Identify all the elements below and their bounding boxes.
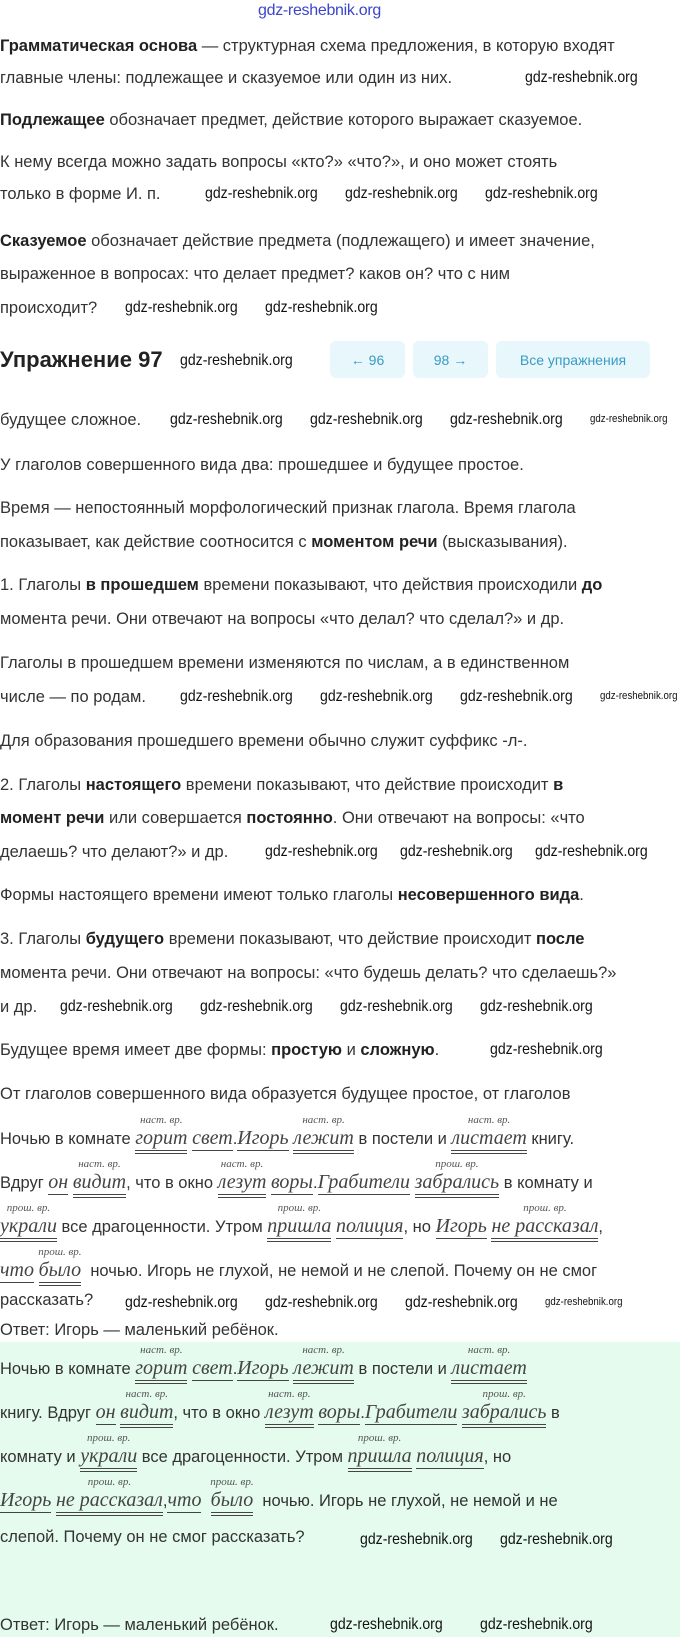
word-text: полиция <box>335 1215 404 1237</box>
watermark-text: gdz-reshebnik.org <box>170 411 283 428</box>
bold-term: Сказуемое <box>0 232 87 250</box>
text: . Они отвечают на вопросы: «что <box>332 809 585 827</box>
watermark-text: gdz-reshebnik.org <box>200 998 313 1015</box>
bold-term: момент речи <box>0 809 105 827</box>
word-text: листает <box>451 1357 527 1379</box>
text: момента речи. Они отвечают на вопросы «что делал? что сделал?» и др. <box>0 610 565 628</box>
predicate-word <box>135 1114 188 1154</box>
word-text: было <box>38 1259 82 1281</box>
word-text: воры <box>318 1401 361 1423</box>
text: Для образования прошедшего времени обычно служит суффикс -л-. <box>0 732 528 750</box>
watermark-text: gdz-reshebnik.org <box>125 299 238 316</box>
watermark-text: gdz-reshebnik.org <box>500 1531 613 1548</box>
predicate-word <box>293 1344 354 1384</box>
watermark-text: gdz-reshebnik.org <box>535 843 648 860</box>
text: . <box>232 1360 238 1378</box>
text: 2. Глаголы <box>0 776 86 794</box>
text-line <box>0 1039 439 1061</box>
text: , но <box>403 1218 436 1236</box>
word-text: свет <box>192 1127 233 1149</box>
text-line <box>0 263 510 285</box>
word-text: Игорь <box>237 1357 289 1379</box>
word-text: воры <box>271 1171 313 1193</box>
tense-label: прош. вр. <box>482 1388 526 1400</box>
subject-word <box>0 1260 34 1283</box>
text-line <box>0 1432 512 1472</box>
text <box>201 1492 210 1510</box>
text: только в форме И. п. <box>0 185 161 203</box>
text: , что в окно <box>126 1174 218 1192</box>
text: — структурная схема предложения, в которую входят <box>197 37 615 55</box>
bold-term: настоящего <box>85 776 182 794</box>
predicate-word <box>120 1388 174 1428</box>
watermark-text: gdz-reshebnik.org <box>460 688 573 705</box>
text: в комнату и <box>499 1174 593 1192</box>
watermark-text: gdz-reshebnik.org <box>320 688 433 705</box>
text-line <box>0 1388 560 1428</box>
site-watermark-logo: gdz-reshebnik.org <box>258 2 381 19</box>
text: обозначает предмет, действие которого выражает сказуемое. <box>104 111 583 129</box>
text: все драгоценности. Утром <box>56 1218 268 1236</box>
text: Вдруг <box>0 1174 49 1192</box>
word-text: листает <box>451 1127 527 1149</box>
subject-word <box>416 1446 484 1469</box>
text: времени показывают, что действие происходит <box>164 930 536 948</box>
text: все драгоценности. Утром <box>137 1448 348 1466</box>
subject-word <box>318 1172 410 1195</box>
bold-term: Грамматическая основа <box>0 37 198 55</box>
text: Время — непостоянный морфологический признак глагола. Время глагола <box>0 499 576 517</box>
text: Будущее время имеет две формы: <box>0 1041 272 1059</box>
text: в постели и <box>353 1130 452 1148</box>
tense-label: наст. вр. <box>302 1114 345 1126</box>
text: показывает, как действие соотносится с <box>0 533 312 551</box>
text-line <box>0 35 615 57</box>
tense-label: наст. вр. <box>467 1114 511 1126</box>
text-line <box>0 1291 93 1310</box>
text-line <box>0 574 602 596</box>
subject-word <box>96 1402 116 1425</box>
word-text: лезут <box>217 1171 267 1193</box>
text: комнату и <box>0 1448 81 1466</box>
bold-term: в прошедшем <box>85 576 199 594</box>
text-line <box>0 230 595 252</box>
watermark-text: gdz-reshebnik.org <box>485 185 598 202</box>
text-line <box>0 608 564 630</box>
subject-word <box>192 1128 233 1151</box>
word-text: лежит <box>293 1357 354 1379</box>
text: ночью. Игорь не глухой, не немой и не <box>253 1492 558 1510</box>
text: момента речи. Они отвечают на вопросы: «что будешь делать? что сделаешь?» <box>0 964 617 982</box>
tense-label: прош. вр. <box>38 1246 82 1258</box>
watermark-text: gdz-reshebnik.org <box>405 1294 518 1311</box>
bold-term: простую <box>271 1041 342 1059</box>
text-line <box>0 774 563 796</box>
predicate-word <box>461 1388 547 1428</box>
watermark-text: gdz-reshebnik.org <box>345 185 458 202</box>
text: числе — по родам. <box>0 688 146 706</box>
word-text: видит <box>120 1401 174 1423</box>
predicate-word <box>38 1246 82 1286</box>
text: . <box>360 1404 365 1422</box>
watermark-text: gdz-reshebnik.org <box>340 998 453 1015</box>
text: Формы настоящего времени имеют только глаголы <box>0 886 398 904</box>
watermark-text: gdz-reshebnik.org <box>600 690 678 702</box>
text-line <box>0 686 146 708</box>
watermark-text: gdz-reshebnik.org <box>480 998 593 1015</box>
word-text: украли <box>0 1215 57 1237</box>
predicate-word <box>293 1114 354 1154</box>
text: главные члены: подлежащее и сказуемое или один из них. <box>0 69 453 87</box>
page-title: Упражнение 97 <box>0 347 163 372</box>
watermark-text: gdz-reshebnik.org <box>180 352 293 369</box>
predicate-word <box>72 1158 127 1198</box>
solution-answer: Ответ: Игорь — маленький ребёнок. <box>0 1616 279 1634</box>
bold-term: сложную <box>360 1041 435 1059</box>
tense-label: прош. вр. <box>87 1476 132 1488</box>
text: (высказывания). <box>437 533 568 551</box>
word-text: не рассказал <box>55 1489 163 1511</box>
word-text: забрались <box>461 1401 547 1423</box>
tense-label: наст. вр. <box>467 1344 511 1356</box>
text: книгу. <box>526 1130 575 1148</box>
word-text: свет <box>192 1357 233 1379</box>
text-line <box>0 151 557 173</box>
subject-word <box>48 1172 68 1195</box>
bold-term: Подлежащее <box>0 111 105 129</box>
predicate-word <box>80 1432 138 1472</box>
text-line <box>0 1083 570 1105</box>
bold-term: в <box>553 776 564 794</box>
exercise-answer: Ответ: Игорь — маленький ребёнок. <box>0 1321 279 1339</box>
all-exercises-button[interactable]: Все упражнения <box>496 341 650 378</box>
predicate-word <box>451 1344 527 1384</box>
predicate-word <box>264 1388 314 1428</box>
word-text: Игорь <box>435 1215 487 1237</box>
word-text: пришла <box>267 1215 332 1237</box>
text: происходит? <box>0 299 98 317</box>
subject-word <box>0 1490 51 1513</box>
watermark-text: gdz-reshebnik.org <box>590 413 668 425</box>
tense-label: наст. вр. <box>140 1114 183 1126</box>
bold-term: постоянно <box>246 809 333 827</box>
word-text: забрались <box>414 1171 500 1193</box>
text: книгу. Вдруг <box>0 1404 96 1422</box>
subject-word <box>436 1216 487 1239</box>
text: выраженное в вопросах: что делает предмет? каков он? что с ним <box>0 265 510 283</box>
word-text: лежит <box>293 1127 354 1149</box>
text: времени показывают, что действия происходили <box>198 576 582 594</box>
tense-label: наст. вр. <box>268 1388 311 1400</box>
watermark-text: gdz-reshebnik.org <box>310 411 423 428</box>
watermark-text: gdz-reshebnik.org <box>205 185 318 202</box>
word-text: он <box>95 1401 116 1423</box>
tense-label: прош. вр. <box>435 1158 479 1170</box>
predicate-word <box>55 1476 163 1516</box>
text: рассказать? <box>0 1291 94 1309</box>
tense-label: прош. вр. <box>87 1432 131 1444</box>
text-line <box>0 841 228 863</box>
predicate-word <box>414 1158 500 1198</box>
text-line <box>0 497 576 519</box>
word-text: что <box>167 1489 202 1511</box>
bold-term: до <box>581 576 603 594</box>
tense-label: наст. вр. <box>125 1388 168 1400</box>
text: . <box>579 886 584 904</box>
bold-term: моментом речи <box>311 533 438 551</box>
text: . <box>232 1130 238 1148</box>
text-line <box>0 297 97 319</box>
predicate-word <box>347 1432 412 1472</box>
text-line <box>0 1344 527 1384</box>
next-exercise-button[interactable]: 98 → <box>413 341 488 378</box>
word-text: Игорь <box>237 1127 289 1149</box>
word-text: полиция <box>416 1445 484 1467</box>
text-line <box>0 1158 593 1198</box>
predicate-word <box>210 1476 254 1516</box>
text-line <box>0 531 568 553</box>
text: 3. Глаголы <box>0 930 86 948</box>
subject-word <box>237 1128 288 1151</box>
text: К нему всегда можно задать вопросы «кто?» «что?», и оно может стоять <box>0 153 558 171</box>
word-text: Игорь <box>0 1489 52 1511</box>
text-line <box>0 409 141 431</box>
predicate-word <box>451 1114 527 1154</box>
tense-label: прош. вр. <box>523 1202 567 1214</box>
tense-label: наст. вр. <box>220 1158 264 1170</box>
text-line <box>0 807 585 829</box>
subject-word <box>192 1358 233 1381</box>
bold-term: несовершенного вида <box>397 886 580 904</box>
text: ночью. Игорь не глухой, не немой и не слепой. Почему он не смог <box>81 1262 598 1280</box>
watermark-text: gdz-reshebnik.org <box>330 1616 443 1633</box>
text: , <box>162 1492 168 1510</box>
text: . <box>312 1174 318 1192</box>
predicate-word <box>217 1158 267 1198</box>
text-line <box>0 884 584 906</box>
prev-exercise-button[interactable]: ← 96 <box>330 341 405 378</box>
text-line <box>0 1476 558 1516</box>
text-line <box>0 454 524 476</box>
watermark-text: gdz-reshebnik.org <box>125 1294 238 1311</box>
watermark-text: gdz-reshebnik.org <box>400 843 513 860</box>
text: У глаголов совершенного вида два: прошедшее и будущее простое. <box>0 456 524 474</box>
word-text: было <box>210 1489 254 1511</box>
word-text: горит <box>135 1357 188 1379</box>
text: в <box>546 1404 560 1422</box>
text-line <box>0 962 616 984</box>
word-text: видит <box>72 1171 127 1193</box>
text: слепой. Почему он не смог рассказать? <box>0 1528 305 1546</box>
predicate-word <box>135 1344 188 1384</box>
tense-label: наст. вр. <box>302 1344 345 1356</box>
text: обозначает действие предмета (подлежащего) и имеет значение, <box>86 232 595 250</box>
text-line <box>0 1246 598 1286</box>
text: Ночью в комнате <box>0 1360 136 1378</box>
tense-label: наст. вр. <box>140 1344 183 1356</box>
watermark-text: gdz-reshebnik.org <box>360 1531 473 1548</box>
text-line <box>0 928 584 950</box>
text: Ночью в комнате <box>0 1130 136 1148</box>
text: в постели и <box>353 1360 452 1378</box>
watermark-text: gdz-reshebnik.org <box>265 1294 378 1311</box>
word-text: он <box>48 1171 69 1193</box>
text-line <box>0 183 161 205</box>
word-text: не рассказал <box>491 1215 599 1237</box>
text-line <box>0 1202 604 1242</box>
word-text: Грабители <box>317 1171 410 1193</box>
watermark-text: gdz-reshebnik.org <box>180 688 293 705</box>
text-line <box>0 109 582 131</box>
word-text: горит <box>135 1127 188 1149</box>
text: , но <box>483 1448 512 1466</box>
text-line <box>0 730 527 752</box>
subject-word <box>365 1402 457 1425</box>
subject-word <box>318 1402 360 1425</box>
text: и др. <box>0 998 38 1016</box>
text-line <box>0 1114 575 1154</box>
text: делаешь? что делают?» и др. <box>0 843 229 861</box>
text-line <box>0 996 37 1018</box>
predicate-word <box>267 1202 332 1242</box>
watermark-text: gdz-reshebnik.org <box>545 1296 623 1308</box>
text: и <box>341 1041 361 1059</box>
word-text: пришла <box>347 1445 412 1467</box>
tense-label: прош. вр. <box>6 1202 51 1214</box>
text: или совершается <box>104 809 247 827</box>
text: времени показывают, что действие происходит <box>181 776 554 794</box>
watermark-text: gdz-reshebnik.org <box>450 411 563 428</box>
subject-word <box>271 1172 313 1195</box>
watermark-text: gdz-reshebnik.org <box>265 843 378 860</box>
text: . <box>434 1041 440 1059</box>
text-line <box>0 67 452 89</box>
watermark-text: gdz-reshebnik.org <box>490 1041 603 1058</box>
word-text: что <box>0 1259 34 1281</box>
text: , <box>598 1218 604 1236</box>
word-text: украли <box>80 1445 138 1467</box>
text: От глаголов совершенного вида образуется будущее простое, от глаголов <box>0 1085 571 1103</box>
word-text: Грабители <box>364 1401 458 1423</box>
tense-label: прош. вр. <box>277 1202 321 1214</box>
subject-word <box>237 1358 288 1381</box>
text-line <box>0 1528 305 1547</box>
text: 1. Глаголы <box>0 576 86 594</box>
subject-word <box>167 1490 201 1513</box>
tense-label: прош. вр. <box>357 1432 402 1444</box>
text-line <box>0 652 569 674</box>
bold-term: будущего <box>85 930 165 948</box>
watermark-text: gdz-reshebnik.org <box>60 998 173 1015</box>
bold-term: после <box>535 930 585 948</box>
text: Глаголы в прошедшем времени изменяются по числам, а в единственном <box>0 654 570 672</box>
tense-label: наст. вр. <box>78 1158 121 1170</box>
predicate-word <box>0 1202 57 1242</box>
word-text: лезут <box>264 1401 314 1423</box>
watermark-text: gdz-reshebnik.org <box>480 1616 593 1633</box>
subject-word <box>336 1216 404 1239</box>
watermark-text: gdz-reshebnik.org <box>525 69 638 86</box>
text: , что в окно <box>173 1404 265 1422</box>
watermark-text: gdz-reshebnik.org <box>265 299 378 316</box>
tense-label: прош. вр. <box>210 1476 254 1488</box>
text: будущее сложное. <box>0 411 142 429</box>
predicate-word <box>491 1202 599 1242</box>
